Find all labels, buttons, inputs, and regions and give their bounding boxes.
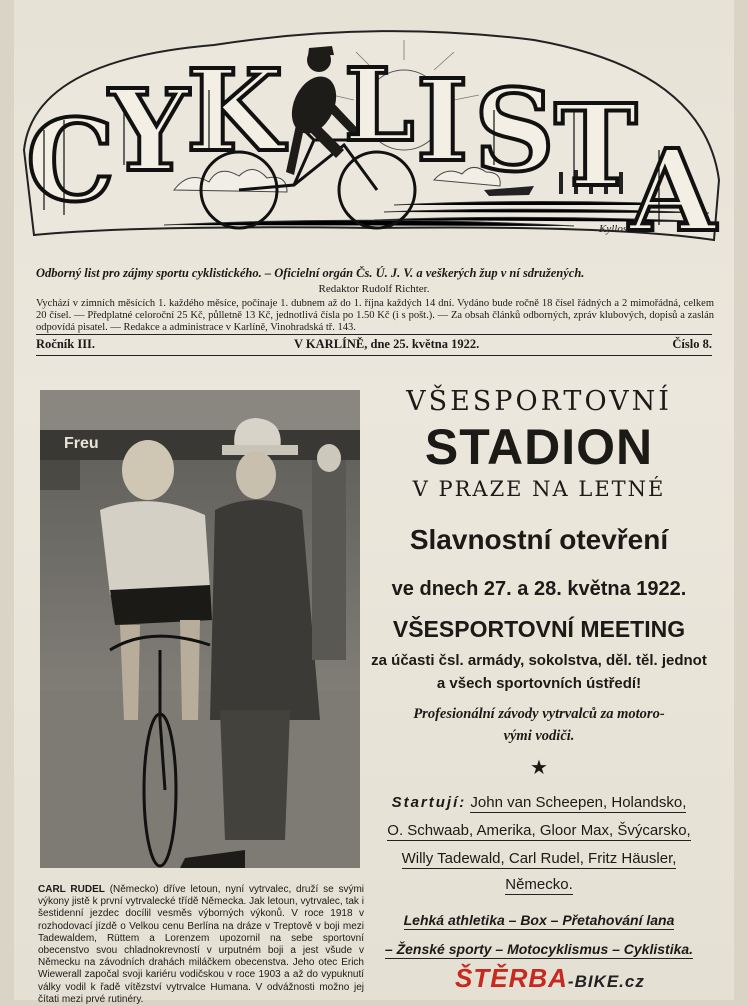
masthead-letter-k: K — [186, 46, 284, 177]
star-ornament: ★ — [530, 755, 548, 779]
issue-info-row — [36, 337, 712, 353]
startuji-label: Startují: — [391, 794, 467, 811]
issue-number: Číslo 8. — [672, 337, 712, 351]
site-watermark — [455, 963, 745, 994]
watermark-brand: ŠTĚRBA — [455, 963, 568, 993]
masthead-letter-l: L — [344, 46, 415, 164]
publication-notice: Vychází v zimních měsících 1. každého měsíce, počínaje 1. dubnem až do 1. října každých 14 dní. Vydáno bude ročně 18 čísel řádných a 2 mimořádná, celkem 20 čísel. — Předplatné celoroční 25 Kč, půlletně 13 Kč, jednotlivá čísla po 1.50 Kč (i s pošt.). — Za obsah článků odborných, zpráv klubových, dopisů a zaslán odpovídá pisatel. — Redakce a administrace v Karlíně, Vinohradská tř. 143. — [36, 298, 714, 333]
watermark-suffix: -BIKE.cz — [567, 972, 645, 991]
masthead-letter-y: Y — [109, 66, 189, 197]
masthead-letter-s: S — [474, 66, 555, 197]
announcement-dates: ve dnech 27. a 28. května 1922. — [391, 578, 687, 600]
events-line-1 — [364, 912, 714, 928]
announcement-heading: STADION — [424, 419, 654, 475]
volume-label: Ročník III. — [36, 337, 96, 351]
masthead-letter-i: I — [416, 56, 469, 187]
artist-signature: Kyllos — [599, 223, 628, 235]
riders-line-4 — [364, 876, 714, 893]
cyclist-photo — [40, 390, 360, 868]
riders-line-1 — [364, 794, 714, 811]
divider-top — [36, 334, 712, 335]
events-text-1: Lehká athletika – Box – Přetahování lana — [403, 912, 675, 928]
masthead-illustration — [14, 0, 734, 255]
announcement-opening: Slavnostní otevření — [409, 524, 669, 555]
photo-illustration — [40, 390, 360, 868]
events-line-2 — [364, 941, 714, 957]
masthead-letter-a: A — [629, 126, 716, 255]
riders-text-2: O. Schwaab, Amerika, Gloor Max, Švýcarsko, — [387, 822, 691, 839]
stadium-announcement — [364, 380, 714, 975]
riders-line-3 — [364, 850, 714, 867]
riders-text-3: Willy Tadewald, Carl Rudel, Fritz Häusler, — [401, 850, 677, 867]
editor-line: Redaktor Rudolf Richter. — [318, 283, 430, 295]
announcement-races-2: vými vodiči. — [503, 728, 575, 744]
masthead — [14, 0, 734, 255]
banner-text: Freu — [64, 435, 99, 452]
announcement-participants-2: a všech sportovních ústředí! — [436, 675, 642, 692]
announcement-participants-1: za účasti čsl. armády, sokolstva, děl. těl. jednot — [371, 652, 707, 669]
riders-text-1: John van Scheepen, Holandsko, — [470, 794, 687, 811]
caption-name: CARL RUDEL — [38, 884, 105, 895]
riders-text-4: Německo. — [505, 876, 573, 893]
announcement-line-1: VŠESPORTOVNÍ — [406, 386, 672, 417]
divider-bottom — [36, 355, 712, 356]
photo-caption — [38, 884, 364, 1006]
magazine-page — [14, 0, 734, 1005]
announcement-meeting: VŠESPORTOVNÍ MEETING — [392, 616, 686, 642]
riders-line-2 — [364, 822, 714, 839]
masthead-letter-c: C — [26, 96, 116, 227]
place-date: V KARLÍNĚ, dne 25. května 1922. — [294, 337, 480, 351]
events-text-2: – Ženské sporty – Motocyklismus – Cyklistika. — [384, 941, 694, 957]
caption-text: (Německo) dříve letoun, nyní vytrvalec, druží se svými výkony jistě k první vytrvalecké třídě Německa. Jak letoun, vytrvalec, tak i šestidenní jezdec docílil vesměs výborných výkonů. V roce 1918 v rozhodovací jízdě o Velkou cenu Berlína na dráze v Treptově v boji mezi Tadewaldem, Rüttem a Lorenzem upozornil na sebe sportovní obecenstvo svou chladnokrevností v urputném boji a jest všude v Německu na závodních drahách miláčkem obecenstva. Jeho otec Erich Wiewerall započal svoji kariéru vodičskou v roce 1903 a až do vypuknutí války vodil k řadě vítězství vytrvalce Humana. V odvážnosti možno jej čítati mezi prvé rutinéry. — [38, 884, 365, 1005]
announcement-location: V PRAZE NA LETNÉ — [412, 477, 666, 501]
masthead-subtitle: Odborný list pro zájmy sportu cyklistického. – Oficielní orgán Čs. Ú. J. V. a veškerých žup v ní sdružených. — [36, 266, 585, 280]
announcement-races-1: Profesionální závody vytrvalců za motoro- — [413, 706, 665, 722]
masthead-letter-t: T — [554, 81, 638, 212]
